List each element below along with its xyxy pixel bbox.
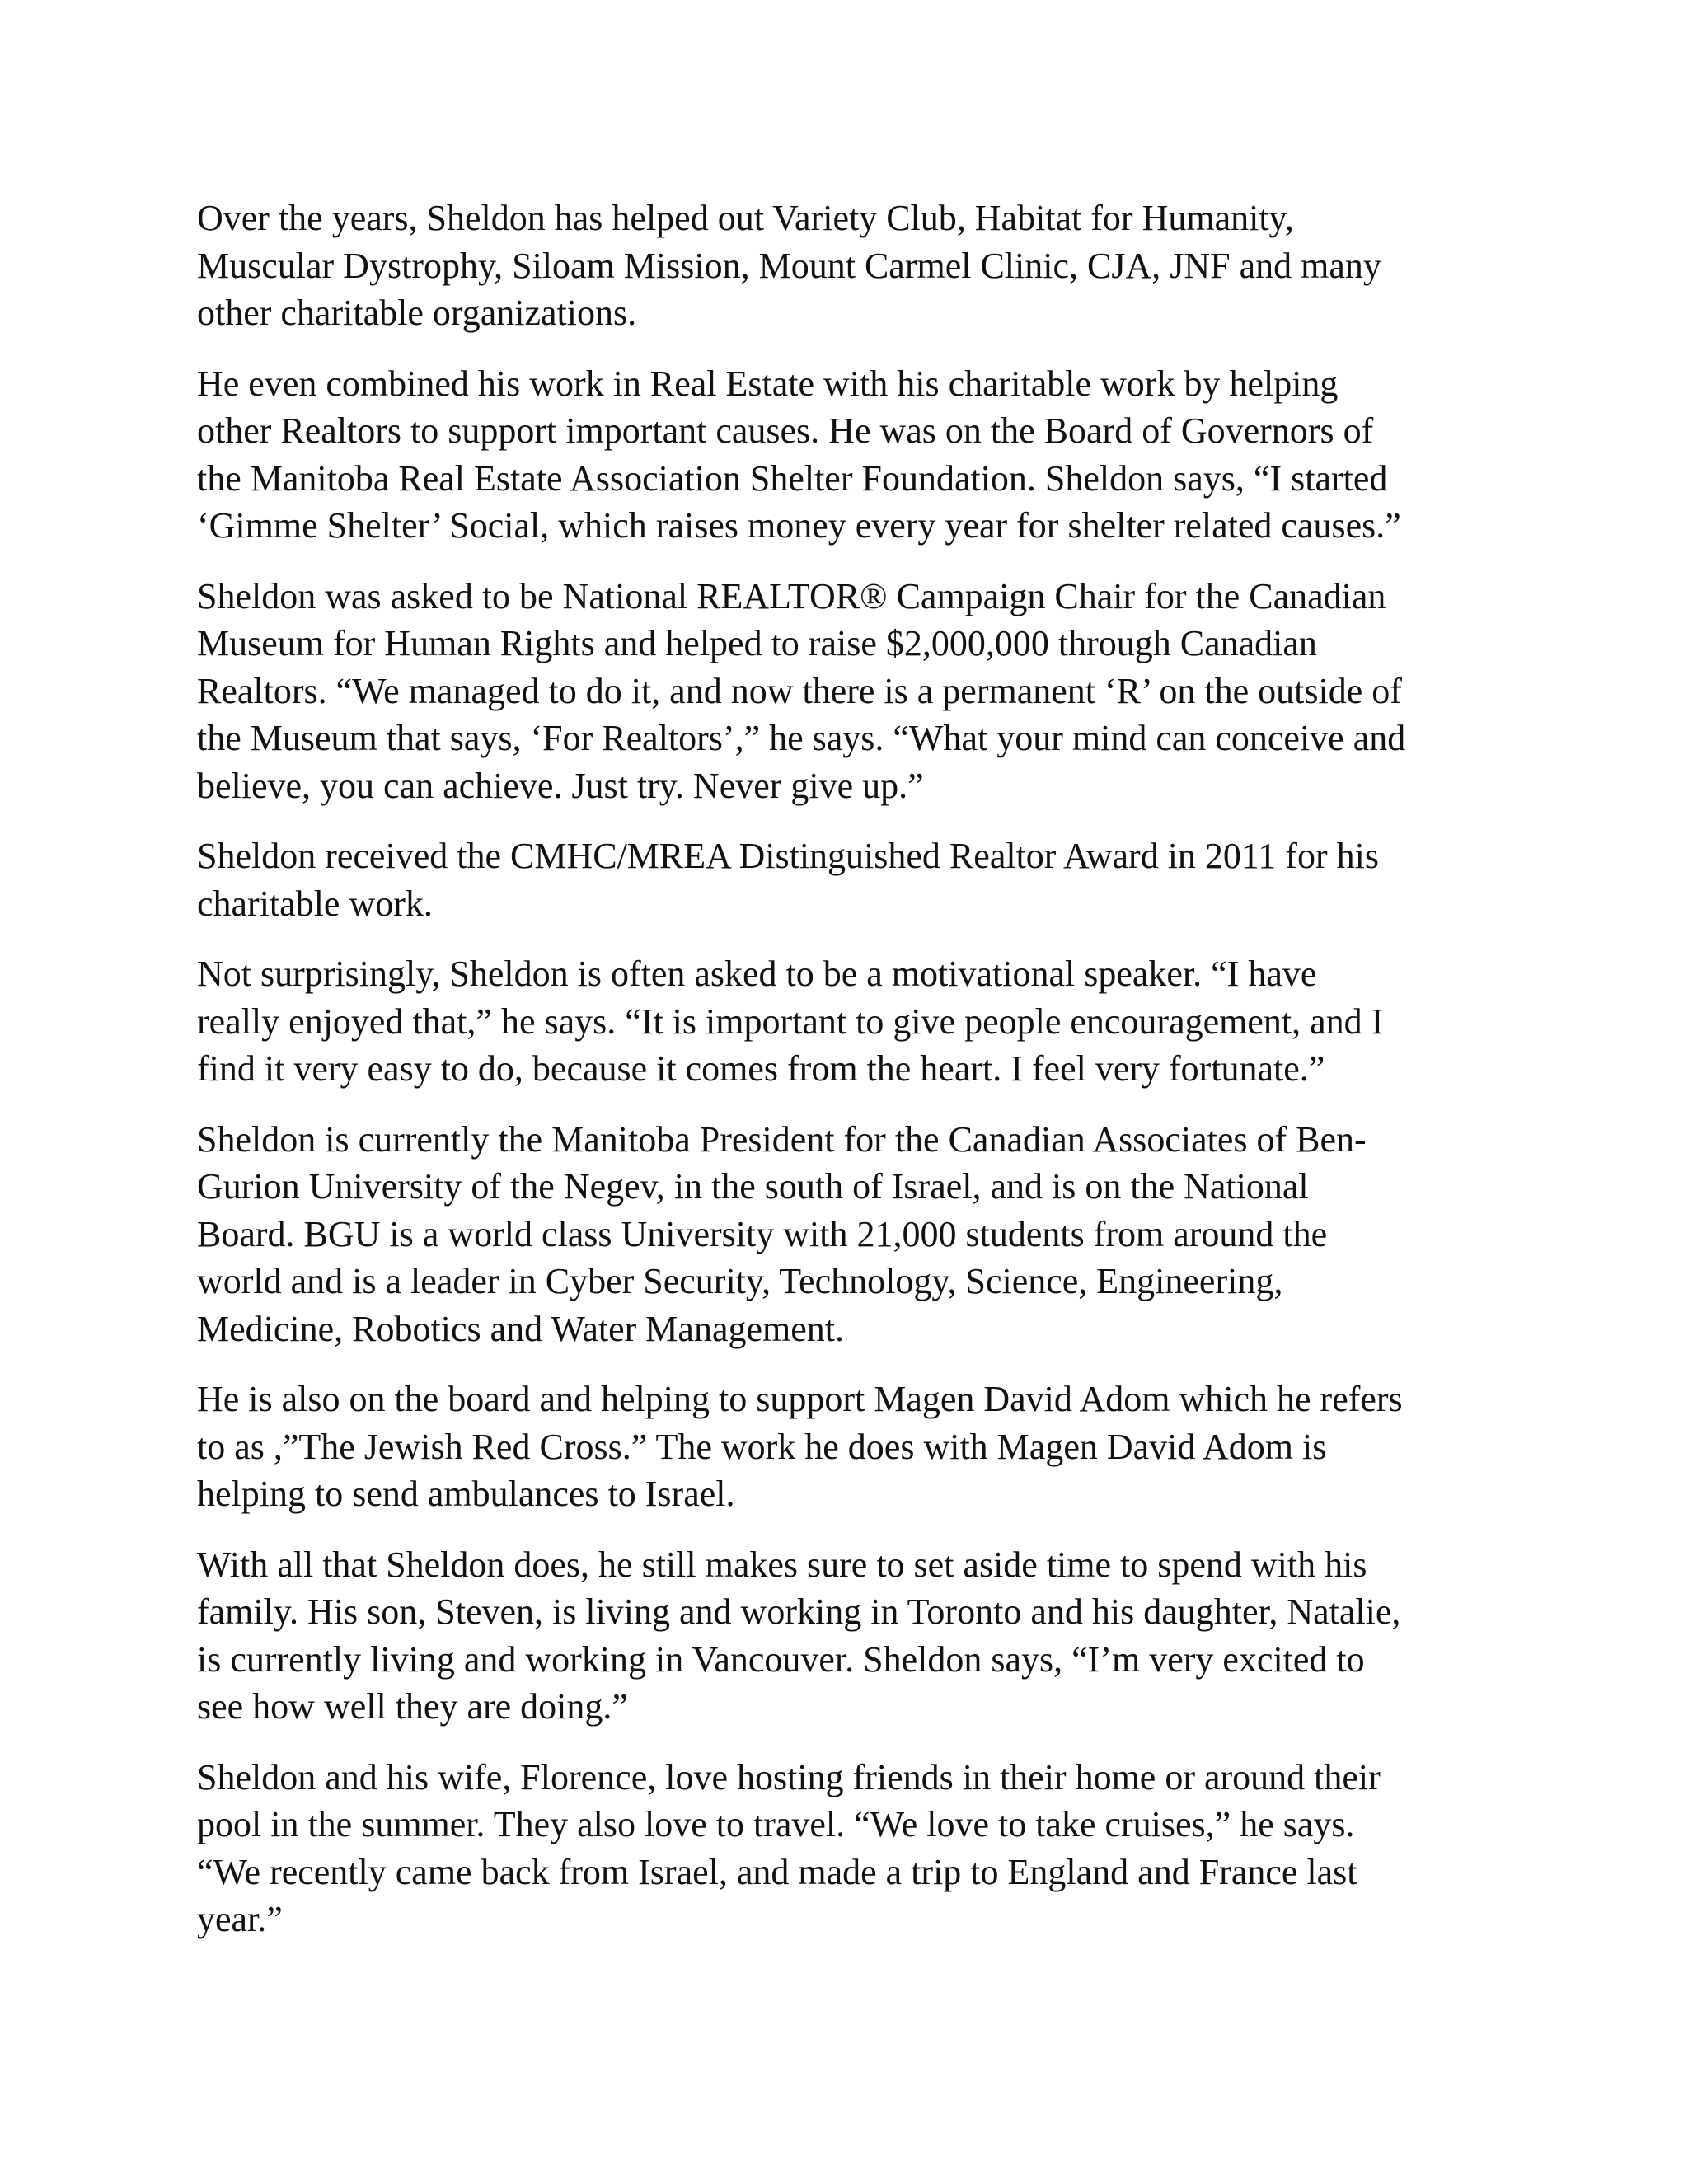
text-line: Over the years, Sheldon has helped out Variety Club, Habitat for Humanity, xyxy=(197,198,1294,238)
text-line: Gurion University of the Negev, in the south of Israel, and is on the National xyxy=(197,1166,1309,1207)
text-line: find it very easy to do, because it comes from the heart. I feel very fortunate.” xyxy=(197,1048,1325,1089)
text-line: the Museum that says, ‘For Realtors’,” he says. “What your mind can conceive and xyxy=(197,718,1406,758)
text-line: year.” xyxy=(197,1899,283,1939)
paragraph-award xyxy=(197,832,1516,927)
text-line: With all that Sheldon does, he still makes sure to set aside time to spend with his xyxy=(197,1544,1367,1585)
paragraph-charities xyxy=(197,194,1516,337)
text-line: to as ,”The Jewish Red Cross.” The work he does with Magen David Adom is xyxy=(197,1426,1327,1467)
text-line: charitable work. xyxy=(197,883,433,924)
text-line: ‘Gimme Shelter’ Social, which raises money every year for shelter related causes.” xyxy=(197,505,1401,546)
paragraph-museum-campaign xyxy=(197,573,1516,810)
text-line: other charitable organizations. xyxy=(197,293,637,333)
paragraph-bgu xyxy=(197,1116,1516,1353)
text-line: “We recently came back from Israel, and made a trip to England and France last xyxy=(197,1851,1357,1892)
text-line: Board. BGU is a world class University with 21,000 students from around the xyxy=(197,1213,1328,1254)
paragraph-speaker xyxy=(197,950,1516,1093)
text-line: other Realtors to support important causes. He was on the Board of Governors of xyxy=(197,410,1374,451)
text-line: see how well they are doing.” xyxy=(197,1686,628,1727)
text-line: Sheldon is currently the Manitoba President for the Canadian Associates of Ben- xyxy=(197,1118,1367,1160)
text-line: Sheldon received the CMHC/MREA Distinguished Realtor Award in 2011 for his xyxy=(197,836,1379,876)
paragraph-travel xyxy=(197,1754,1516,1943)
text-line: is currently living and working in Vancouver. Sheldon says, “I’m very excited to xyxy=(197,1638,1365,1680)
text-line: Realtors. “We managed to do it, and now there is a permanent ‘R’ on the outside of xyxy=(197,670,1402,711)
text-line: world and is a leader in Cyber Security, Technology, Science, Engineering, xyxy=(197,1261,1283,1301)
text-line: believe, you can achieve. Just try. Never give up.” xyxy=(197,765,924,806)
text-line: Muscular Dystrophy, Siloam Mission, Mount Carmel Clinic, CJA, JNF and many xyxy=(197,245,1381,286)
text-line: really enjoyed that,” he says. “It is important to give people encouragement, and I xyxy=(197,1001,1384,1042)
text-line: Sheldon was asked to be National REALTOR® Campaign Chair for the Canadian xyxy=(197,575,1386,616)
text-line: helping to send ambulances to Israel. xyxy=(197,1474,735,1514)
text-line: pool in the summer. They also love to travel. “We love to take cruises,” he says. xyxy=(197,1804,1355,1844)
document-body xyxy=(197,194,1516,1966)
text-line: Medicine, Robotics and Water Management. xyxy=(197,1308,844,1349)
text-line: the Manitoba Real Estate Association Shelter Foundation. Sheldon says, “I started xyxy=(197,457,1388,499)
text-line: He even combined his work in Real Estate with his charitable work by helping xyxy=(197,363,1339,404)
text-line: Museum for Human Rights and helped to raise $2,000,000 through Canadian xyxy=(197,623,1317,663)
paragraph-real-estate-charity xyxy=(197,360,1516,550)
text-line: Not surprisingly, Sheldon is often asked to be a motivational speaker. “I have xyxy=(197,954,1317,994)
paragraph-family xyxy=(197,1541,1516,1731)
text-line: He is also on the board and helping to support Magen David Adom which he refers xyxy=(197,1379,1403,1419)
text-line: Sheldon and his wife, Florence, love hosting friends in their home or around their xyxy=(197,1756,1381,1797)
paragraph-magen-david-adom xyxy=(197,1376,1516,1518)
text-line: family. His son, Steven, is living and working in Toronto and his daughter, Natalie, xyxy=(197,1591,1401,1632)
